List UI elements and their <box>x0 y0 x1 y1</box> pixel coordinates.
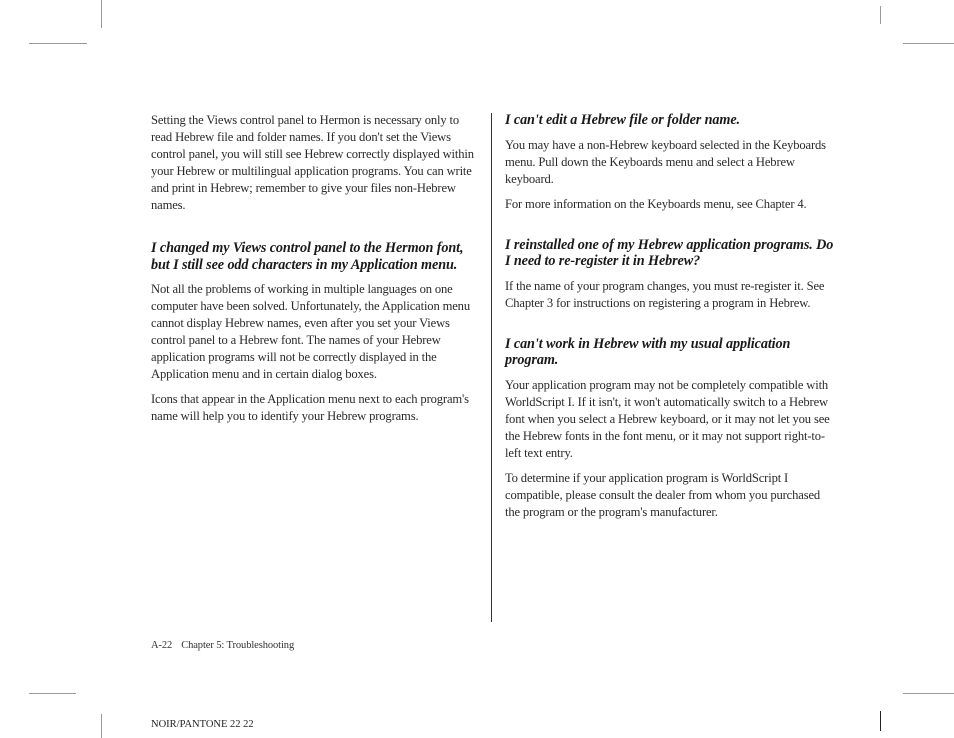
section-paragraph: Icons that appear in the Application menu next to each program's name will help you to identify your Hebrew programs. <box>151 392 469 423</box>
section-paragraph: Not all the problems of working in multiple languages on one computer have been solved. Unfortunately, the Application menu cannot display Hebrew names, even after you set your Views control panel to a Hebrew font. The names of your Hebrew application programs will not be correctly displayed in the Application menu and in certain dialog boxes. <box>151 282 470 381</box>
column-divider <box>491 113 492 622</box>
section-edit-hebrew-filename <box>505 112 835 213</box>
crop-mark-bottom-right-vertical <box>880 711 881 731</box>
section-paragraph: For more information on the Keyboards menu, see Chapter 4. <box>505 196 807 211</box>
section-paragraph: To determine if your application program is WorldScript I compatible, please consult the dealer from whom you purchased the program or the program's manufacturer. <box>505 470 821 519</box>
section-paragraph: If the name of your program changes, you must re-register it. See Chapter 3 for instructions on registering a program in Hebrew. <box>505 278 825 310</box>
section-heading: I can't work in Hebrew with my usual application program. <box>505 335 791 368</box>
crop-mark-bottom-right-horizontal <box>903 693 954 694</box>
section-paragraph: You may have a non-Hebrew keyboard selected in the Keyboards menu. Pull down the Keyboards menu and select a Hebrew keyboard. <box>505 137 826 186</box>
crop-mark-top-left-horizontal <box>29 43 87 44</box>
section-paragraph: Your application program may not be completely compatible with WorldScript I. If it isn't, it won't automatically switch to a Hebrew font when you select a Hebrew keyboard, or it may not let you see the Hebrew fonts in the font menu, or it may not support right-to-left text entry. <box>505 377 830 460</box>
section-heading: I changed my Views control panel to the Hermon font, but I still see odd characters in my Application menu. <box>151 240 464 273</box>
intro-paragraph: Setting the Views control panel to Hermon is necessary only to read Hebrew file and folder names. If you don't set the Views control panel, you will still see Hebrew correctly displayed within your Hebrew or multilingual application programs. You can write and print in Hebrew; remember to give your files non-Hebrew names. <box>151 113 474 212</box>
chapter-title: Chapter 5: Troubleshooting <box>181 640 295 651</box>
page-footer <box>151 640 294 651</box>
section-views-control-panel <box>151 240 479 425</box>
print-plate-label: NOIR/PANTONE 22 22 <box>151 719 254 730</box>
right-column <box>505 112 835 529</box>
section-usual-application <box>505 336 835 521</box>
crop-mark-top-left-vertical <box>101 0 102 28</box>
left-column <box>151 112 479 433</box>
crop-mark-bottom-left-horizontal <box>29 693 76 694</box>
crop-mark-top-right-horizontal <box>903 43 954 44</box>
section-heading: I can't edit a Hebrew file or folder name. <box>505 112 740 128</box>
page-number: A-22 <box>151 640 173 651</box>
section-heading: I reinstalled one of my Hebrew application programs. Do I need to re-register it in Hebrew? <box>505 236 834 269</box>
crop-mark-top-right-vertical <box>880 6 881 24</box>
crop-mark-bottom-left-vertical <box>101 714 102 738</box>
section-reinstall-reregister <box>505 237 835 312</box>
